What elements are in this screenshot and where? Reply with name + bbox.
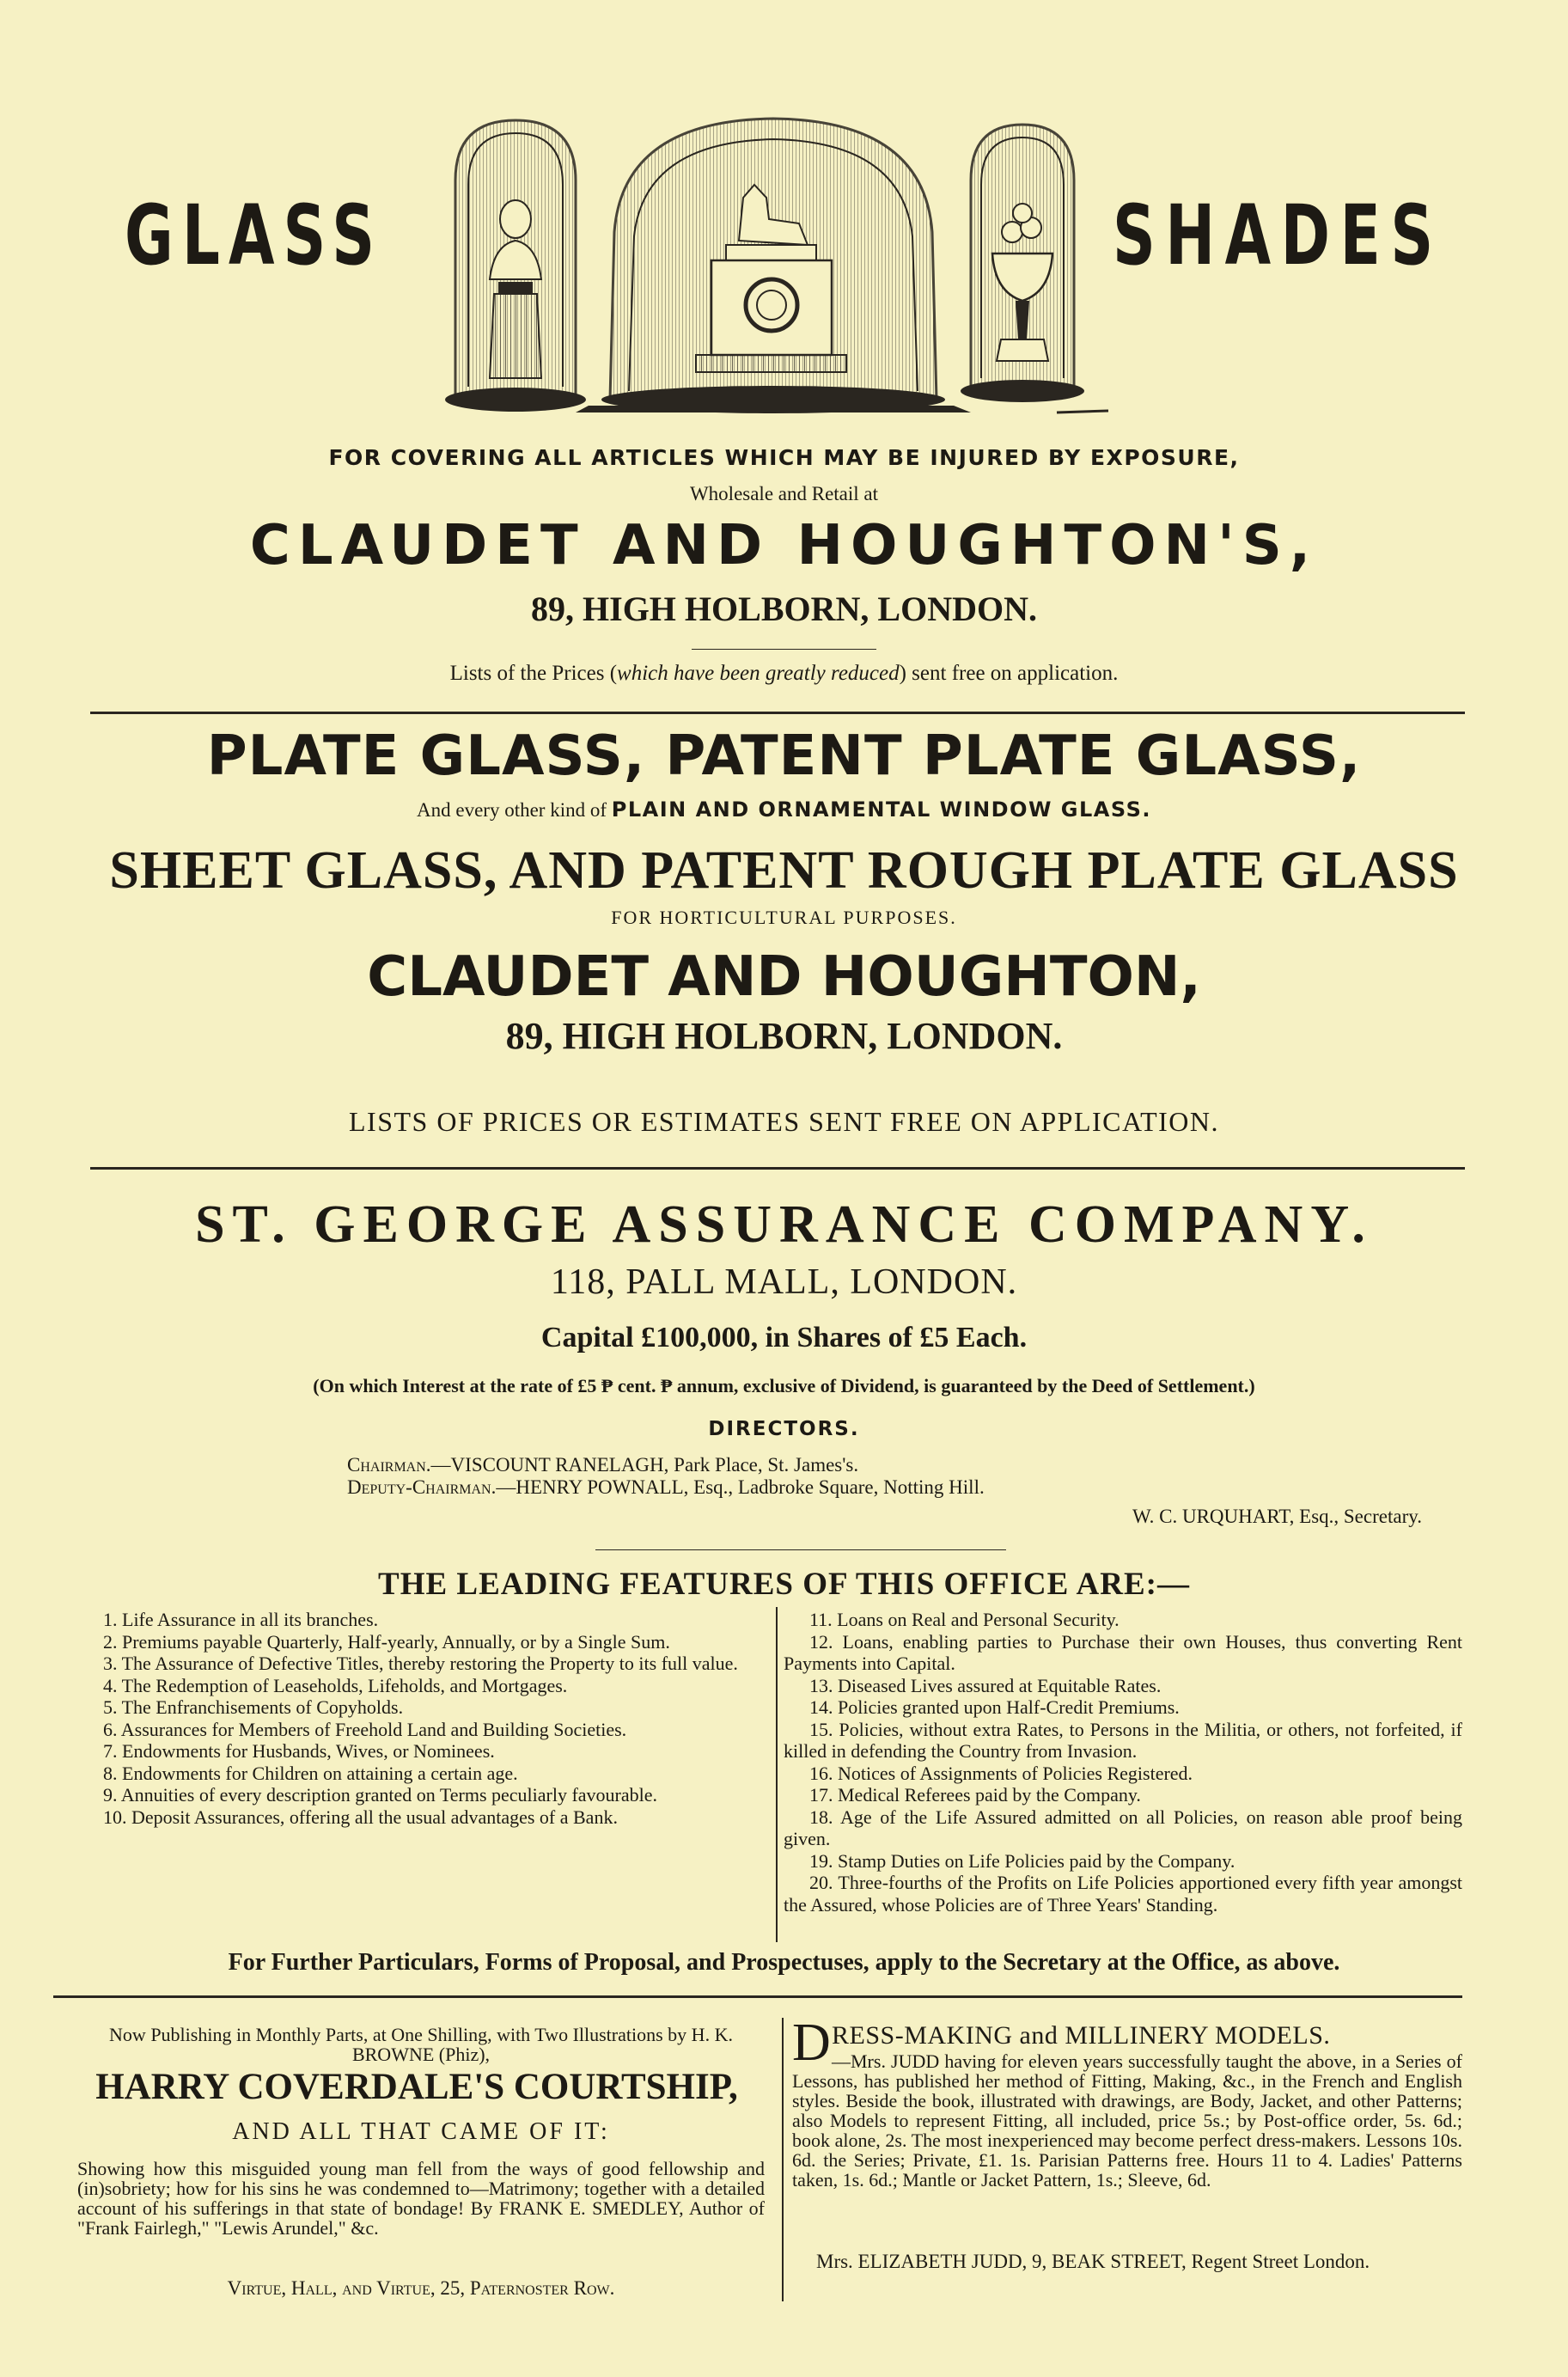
wholesale-line: Wholesale and Retail at <box>689 483 879 504</box>
bust-dome-icon <box>445 120 586 412</box>
window-glass-prefix: And every other kind of <box>417 799 612 821</box>
urn-dome-icon <box>961 125 1084 402</box>
dressmaking-address: Mrs. ELIZABETH JUDD, 9, BEAK STREET, Regent Street London. <box>816 2251 1370 2272</box>
coverdale-body: Showing how this misguided young man fell from the ways of good fellowship and (in)sobriety; how for his sins he was condemned to—Matrimony; together with a detailed account of his sufferings in that state of bondage! By FRANK E. SMEDLEY, Author of "Frank Fairlegh," "Lewis Arundel," &c. <box>77 2158 765 2239</box>
feature-item: 5. The Enfranchisements of Copyholds. <box>103 1696 404 1718</box>
section-divider-3 <box>53 1995 1462 1998</box>
feature-item: 8. Endowments for Children on attaining a certain age. <box>103 1762 518 1784</box>
feature-item: 12. Loans, enabling parties to Purchase their own Houses, thus converting Rent Payments into Capital. <box>784 1630 1462 1674</box>
coverdale-intro: Now Publishing in Monthly Parts, at One Shilling, with Two Illustrations by H. K. BROWNE (Phiz), <box>109 2024 733 2065</box>
clock-dome-icon <box>576 119 971 413</box>
horticultural-line: FOR HORTICULTURAL PURPOSES. <box>611 907 957 928</box>
capital-line: Capital £100,000, in Shares of £5 Each. <box>540 1322 1028 1353</box>
features-divider <box>595 1549 1006 1550</box>
feature-item: 10. Deposit Assurances, offering all the usual advantages of a Bank. <box>103 1806 618 1828</box>
dressmaking-title: RESS-MAKING and MILLINERY MODELS. <box>832 2021 1331 2050</box>
claudet-houghtons-name: CLAUDET AND HOUGHTON'S, <box>249 514 1319 577</box>
feature-item: 1. Life Assurance in all its branches. <box>103 1609 379 1630</box>
deputy-name: —HENRY POWNALL, Esq., Ladbroke Square, Notting Hill. <box>496 1476 985 1498</box>
estimates-line: LISTS OF PRICES OR ESTIMATES SENT FREE ON APPLICATION. <box>349 1106 1219 1137</box>
feature-item: 9. Annuities of every description granted on Terms peculiarly favourable. <box>103 1784 658 1806</box>
prices-prefix: Lists of the Prices ( <box>449 662 618 685</box>
directors-heading: DIRECTORS. <box>708 1418 860 1440</box>
sheet-glass-headline: SHEET GLASS, AND PATENT ROUGH PLATE GLASS <box>109 841 1459 900</box>
features-column-divider <box>776 1607 778 1942</box>
chairman-line <box>347 1454 858 1476</box>
feature-item: 20. Three-fourths of the Profits on Life Policies apportioned every fifth year amongst the Assured, whose Policies are of Three Years' Standing. <box>784 1872 1462 1916</box>
feature-item: 7. Endowments for Husbands, Wives, or Nominees. <box>103 1740 495 1762</box>
prices-line <box>0 662 1568 686</box>
coverdale-subtitle: AND ALL THAT CAME OF IT: <box>232 2118 610 2145</box>
feature-item: 14. Policies granted upon Half-Credit Premiums. <box>809 1696 1180 1718</box>
dressmaking-body: —Mrs. JUDD having for eleven years successfully taught the above, in a Series of Lessons, has published her method of Fitting, Making, &c., in the French and English styles. Beside the book, illustrated with drawings, are Body, Jacket, and other Patterns; also Models to represent Fitting, all included, price 5s.; by Post-office order, 5s. 6d.; book alone, 2s. The most inexperienced may become perfect dress-makers. Lessons 10s. 6d. the Series; Private, £1. 1s. Parisian Patterns free. Hours 11 to 4. Ladies' Patterns taken, 1s. 6d.; Mantle or Jacket Pattern, 1s.; Sleeve, 6d. <box>792 2050 1462 2191</box>
prices-suffix: ) sent free on application. <box>899 662 1119 685</box>
feature-item: 18. Age of the Life Assured admitted on all Policies, on reason able proof being given. <box>784 1806 1462 1849</box>
section-divider-1 <box>90 712 1465 714</box>
feature-item: 11. Loans on Real and Personal Security. <box>809 1609 1120 1630</box>
deputy-chairman-line <box>347 1476 985 1499</box>
features-heading: THE LEADING FEATURES OF THIS OFFICE ARE:— <box>378 1567 1190 1602</box>
dressmaking-drop-cap: D <box>792 2013 831 2072</box>
bottom-column-divider <box>782 2018 784 2301</box>
window-glass-caps: PLAIN AND ORNAMENTAL WINDOW GLASS. <box>611 797 1151 822</box>
glass-subtitle: FOR COVERING ALL ARTICLES WHICH MAY BE INJURED BY EXPOSURE, <box>328 445 1240 470</box>
feature-item: 17. Medical Referees paid by the Company. <box>809 1784 1141 1806</box>
holborn-address: 89, HIGH HOLBORN, LONDON. <box>531 590 1037 628</box>
features-right-list <box>784 1609 1462 1916</box>
claudet-houghton-name: CLAUDET AND HOUGHTON, <box>367 945 1201 1009</box>
feature-item: 4. The Redemption of Leaseholds, Lifeholds, and Mortgages. <box>103 1674 568 1696</box>
secretary-line: W. C. URQUHART, Esq., Secretary. <box>1132 1506 1422 1527</box>
feature-item: 15. Policies, without extra Rates, to Persons in the Militia, or others, not forfeited, if killed in defending the Country from Invasion. <box>784 1718 1462 1762</box>
feature-item: 19. Stamp Duties on Life Policies paid by the Company. <box>809 1849 1235 1872</box>
feature-item: 16. Notices of Assignments of Policies Registered. <box>809 1762 1193 1784</box>
glass-domes-illustration <box>438 103 1108 421</box>
chairman-label: Chairman. <box>347 1454 431 1476</box>
chairman-name: —VISCOUNT RANELAGH, Park Place, St. James's. <box>430 1454 859 1476</box>
plate-glass-headline: PLATE GLASS, PATENT PLATE GLASS, <box>206 724 1362 788</box>
interest-line: (On which Interest at the rate of £5 ₱ cent. ₱ annum, exclusive of Dividend, is guaranteed by the Deed of Settlement.) <box>313 1375 1255 1396</box>
feature-item: 13. Diseased Lives assured at Equitable Rates. <box>809 1674 1162 1696</box>
feature-item: 2. Premiums payable Quarterly, Half-yearly, Annually, or by a Single Sum. <box>103 1630 670 1653</box>
assurance-title: ST. GEORGE ASSURANCE COMPANY. <box>195 1195 1373 1254</box>
feature-item: 6. Assurances for Members of Freehold Land and Building Societies. <box>103 1718 627 1740</box>
features-left-list <box>77 1609 765 1828</box>
coverdale-publisher: Virtue, Hall, and Virtue, 25, Paternoster Row. <box>227 2277 615 2299</box>
coverdale-title: HARRY COVERDALE'S COURTSHIP, <box>95 2067 738 2107</box>
deputy-label: Deputy-Chairman. <box>347 1476 497 1498</box>
further-particulars: For Further Particulars, Forms of Proposal, and Prospectuses, apply to the Secretary at the Office, as above. <box>228 1949 1340 1976</box>
shades-title: SHADES <box>1113 187 1443 284</box>
glass-title: GLASS <box>125 187 384 284</box>
pall-mall-address: 118, PALL MALL, LONDON. <box>550 1262 1018 1302</box>
feature-item: 3. The Assurance of Defective Titles, thereby restoring the Property to its full value. <box>103 1653 738 1674</box>
window-glass-line <box>0 797 1568 822</box>
short-divider <box>692 649 876 650</box>
section-divider-2 <box>90 1167 1465 1170</box>
prices-italic: which have been greatly reduced <box>617 662 900 685</box>
holborn-address-2: 89, HIGH HOLBORN, LONDON. <box>505 1015 1063 1057</box>
